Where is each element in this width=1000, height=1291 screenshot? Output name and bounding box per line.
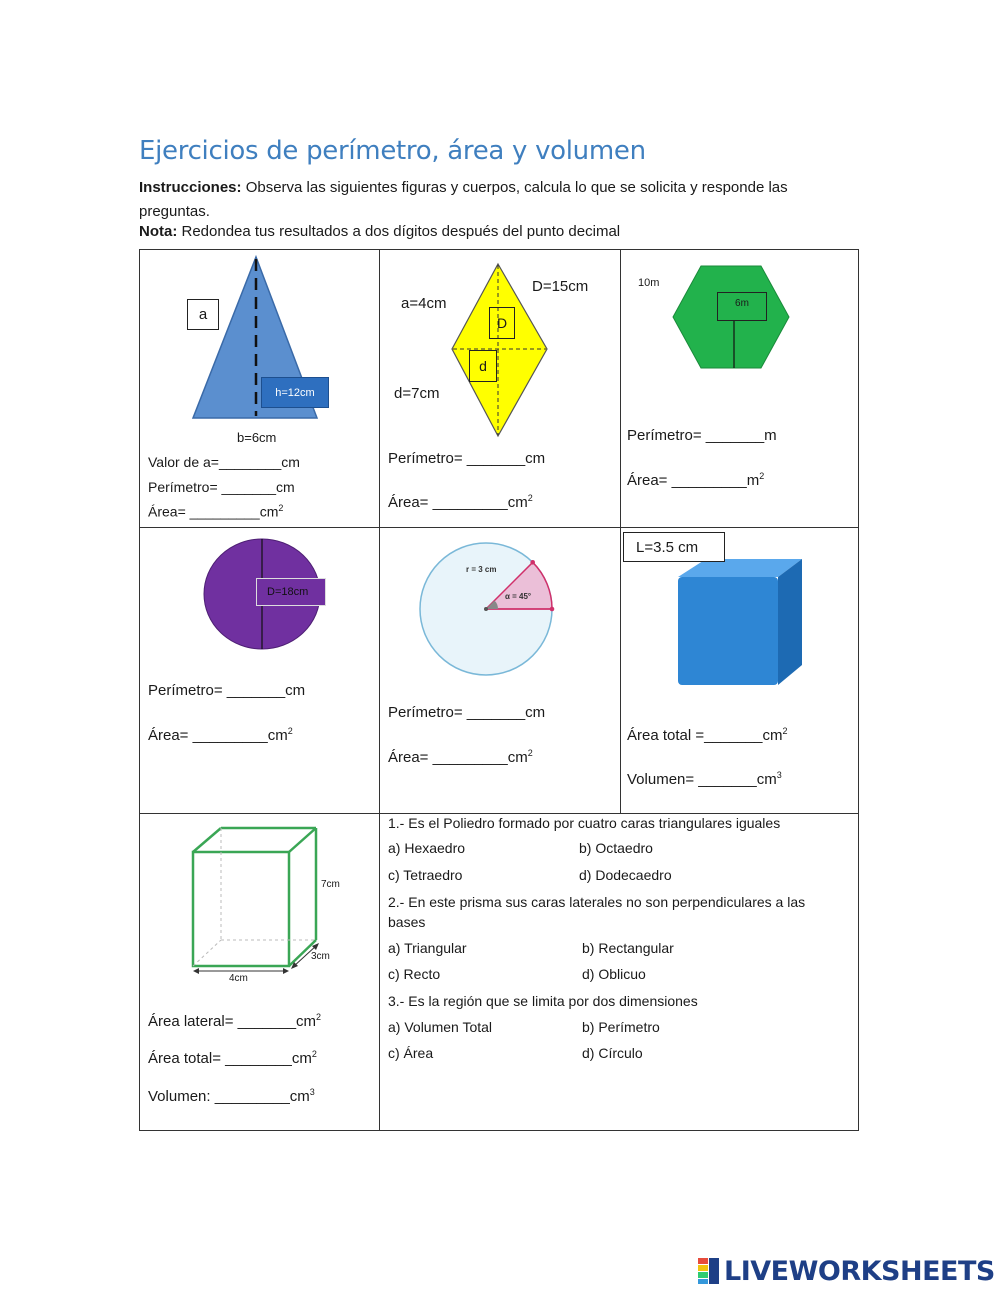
hexagon-side-label: 10m bbox=[638, 277, 660, 289]
cube-figure bbox=[674, 555, 806, 687]
hexagon-q-area: Área= $\_\_\_\_\_\_\_\_\_m^2$ bbox=[627, 471, 765, 489]
sector-end-dot bbox=[550, 607, 555, 612]
sector-end-dot bbox=[530, 560, 535, 565]
triangle-base-label: b=6cm bbox=[237, 430, 277, 445]
note-text: Redondea tus resultados a dos dígitos después del punto decimal bbox=[177, 223, 621, 240]
prism-height-label: 7cm bbox=[321, 879, 340, 890]
rhombus-major-diagonal-label: D=15cm bbox=[532, 278, 589, 295]
sector-center-dot bbox=[484, 607, 488, 611]
grid-divider bbox=[140, 527, 858, 528]
prism-q-volume: Volumen: $\_\_\_\_\_\_\_\_\_cm^3$ bbox=[148, 1087, 315, 1105]
triangle-q-a: Valor de a=________cm bbox=[148, 454, 300, 470]
prism-q-lateral: Área lateral= $\_\_\_\_\_\_\_cm^2$ bbox=[148, 1012, 322, 1030]
quiz-q1-option-a[interactable]: a) Hexaedro bbox=[388, 840, 466, 856]
rhombus-minor-diagonal-label: d=7cm bbox=[394, 385, 440, 402]
sector-q-perimeter: Perímetro= _______cm bbox=[388, 704, 546, 721]
rhombus-q-area: Área= $\_\_\_\_\_\_\_\_\_cm^2$ bbox=[388, 493, 533, 511]
rhombus-D-box: D bbox=[489, 307, 515, 339]
prism-front-face bbox=[193, 852, 289, 966]
instructions-label: Instrucciones: bbox=[139, 179, 242, 196]
hexagon-apothem-label: 6m bbox=[717, 292, 767, 321]
prism-width-label: 4cm bbox=[229, 973, 248, 984]
quiz-q2-option-c[interactable]: c) Recto bbox=[388, 966, 441, 982]
prism-depth-label: 3cm bbox=[311, 951, 330, 962]
instructions-text: Observa las siguientes figuras y cuerpos, calcula lo que se solicita y responde las preguntas. bbox=[139, 179, 788, 220]
quiz-q1-option-b[interactable]: b) Octaedro bbox=[579, 840, 653, 856]
cube-front-face bbox=[678, 577, 778, 685]
grid-divider bbox=[379, 250, 380, 1131]
quiz-question-1: 1.- Es el Poliedro formado por cuatro caras triangulares iguales bbox=[388, 815, 781, 831]
triangle-q-area: Área= $\_\_\_\_\_\_\_\_\_cm^2$ bbox=[148, 503, 284, 520]
quiz-q3-option-d[interactable]: d) Círculo bbox=[582, 1045, 643, 1061]
logo-text: LIVEWORKSHEETS bbox=[724, 1255, 995, 1287]
note bbox=[139, 223, 620, 240]
sector-q-area: Área= $\_\_\_\_\_\_\_\_\_cm^2$ bbox=[388, 748, 533, 766]
rhombus-q-perimeter: Perímetro= _______cm bbox=[388, 450, 546, 467]
sector-angle-label: α = 45° bbox=[505, 592, 532, 601]
triangle-q-perimeter: Perímetro= _______cm bbox=[148, 479, 295, 495]
cube-q-volume: Volumen= $\_\_\_\_\_\_\_cm^3$ bbox=[627, 770, 782, 788]
triangle-side-label: a bbox=[187, 299, 219, 330]
page-title: Ejercicios de perímetro, área y volumen bbox=[139, 136, 646, 166]
cube-side-label: L=3.5 cm bbox=[623, 532, 725, 562]
circle-q-perimeter: Perímetro= _______cm bbox=[148, 682, 306, 699]
quiz-q3-option-b[interactable]: b) Perímetro bbox=[582, 1019, 660, 1035]
quiz-q1-option-c[interactable]: c) Tetraedro bbox=[388, 867, 463, 883]
quiz-q2-option-b[interactable]: b) Rectangular bbox=[582, 940, 674, 956]
quiz-q2-option-d[interactable]: d) Oblicuo bbox=[582, 966, 646, 982]
cube-q-total-area: Área total $=\_\_\_\_\_\_\_cm^2$ bbox=[627, 726, 788, 744]
sector-radius-label: r = 3 cm bbox=[466, 565, 497, 574]
note-label: Nota: bbox=[139, 223, 178, 240]
quiz-question-2: 2.- En este prisma sus caras laterales no son perpendiculares a las bases bbox=[388, 894, 806, 930]
logo-badge-icon bbox=[698, 1258, 720, 1284]
cube-right-face bbox=[778, 559, 802, 685]
quiz-question-3: 3.- Es la región que se limita por dos dimensiones bbox=[388, 993, 698, 1009]
triangle-height-label: h=12cm bbox=[261, 377, 329, 408]
instructions bbox=[139, 176, 859, 224]
prism-edge bbox=[193, 828, 221, 852]
quiz-q2-option-a[interactable]: a) Triangular bbox=[388, 940, 467, 956]
prism-q-total: Área total= $\_\_\_\_\_\_\_\_cm^2$ bbox=[148, 1049, 317, 1067]
quiz-q1-option-d[interactable]: d) Dodecaedro bbox=[579, 867, 672, 883]
quiz-q3-option-a[interactable]: a) Volumen Total bbox=[388, 1019, 493, 1035]
rhombus-d-box: d bbox=[469, 350, 497, 382]
prism-edge bbox=[289, 828, 316, 852]
circle-diameter-label: D=18cm bbox=[256, 578, 326, 606]
grid-divider bbox=[620, 250, 621, 814]
rhombus-side-label: a=4cm bbox=[401, 295, 447, 312]
sector-figure bbox=[418, 541, 554, 677]
circle-q-area: Área= $\_\_\_\_\_\_\_\_\_cm^2$ bbox=[148, 726, 293, 744]
quiz-q3-option-c[interactable]: c) Área bbox=[388, 1045, 434, 1061]
liveworksheets-logo bbox=[698, 1256, 995, 1286]
prism-hidden-edge bbox=[193, 940, 221, 966]
hexagon-q-perimeter: Perímetro= _______m bbox=[627, 427, 777, 444]
